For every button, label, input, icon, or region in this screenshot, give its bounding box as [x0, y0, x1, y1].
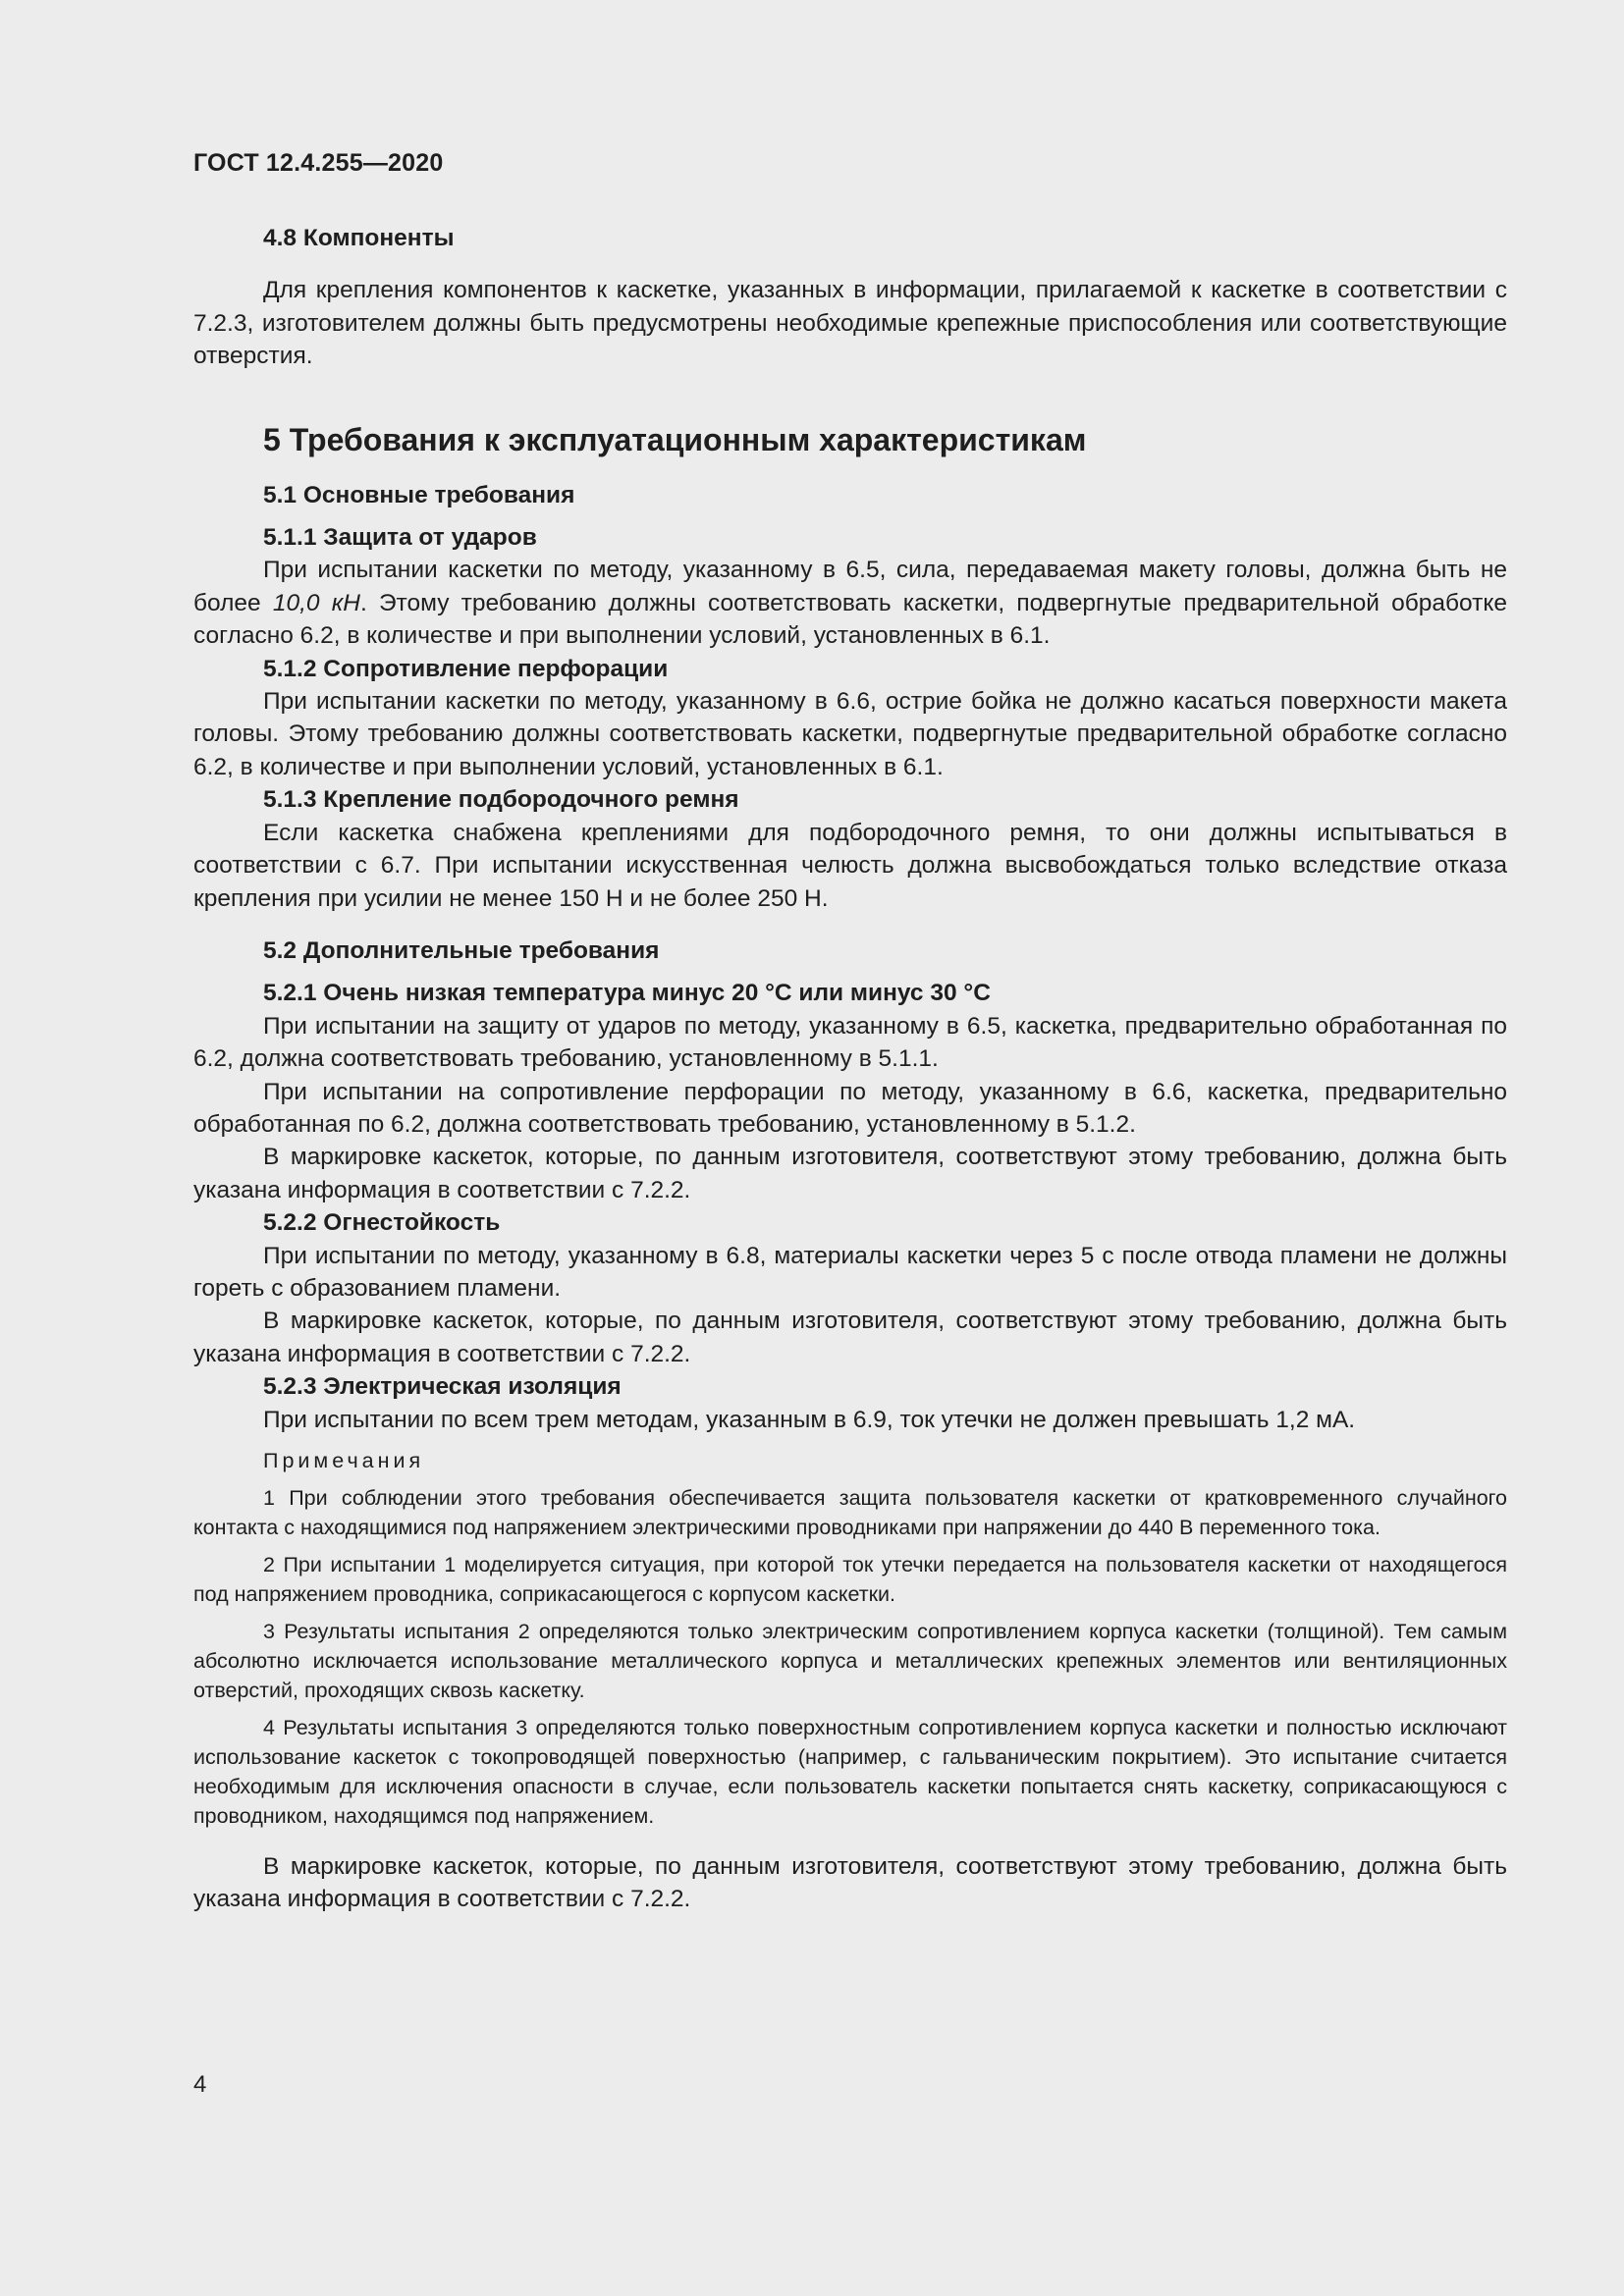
section-5-2-1-para-2: При испытании на сопротивление перфорации по методу, указанному в 6.6, каскетка, предварительно обработанная по 6.2, должна соответствовать требованию, установленному в 5.1.2. — [193, 1078, 1507, 1138]
section-5-2-3-heading: 5.2.3 Электрическая изоляция — [263, 1373, 622, 1401]
section-5-1-1-text — [193, 554, 1507, 652]
section-5-2-3-para-1: При испытании по всем трем методам, указанным в 6.9, ток утечки не должен превышать 1,2 мА. — [263, 1406, 1356, 1433]
page-number: 4 — [193, 2071, 207, 2098]
section-5-1-2-heading: 5.1.2 Сопротивление перфорации — [263, 655, 669, 682]
note-item: 2 При испытании 1 моделируется ситуация, при которой ток утечки передается на пользователя каскетки от находящегося под напряжением проводника, соприкасающегося с корпусом каскетки. — [193, 1553, 1507, 1606]
section-5-1-1-heading: 5.1.1 Защита от ударов — [263, 524, 537, 552]
section-5-2-2-para-2: В маркировке каскеток, которые, по данным изготовителя, соответствуют этому требованию, должна быть указана информация в соответствии с 7.2.2. — [193, 1308, 1507, 1367]
section-5-2-1-heading: 5.2.1 Очень низкая температура минус 20 °С или минус 30 °С — [263, 980, 991, 1007]
section-4-8-text: Для крепления компонентов к каскетке, указанных в информации, прилагаемой к каскетке в соответствии с 7.2.3, изготовителем должны быть предусмотрены необходимые крепежные приспособления или соответствующие отверстия. — [193, 277, 1507, 370]
notes-title: Примечания — [263, 1449, 425, 1472]
section-5-heading: 5 Требования к эксплуатационным характеристикам — [263, 421, 1087, 457]
section-5-1-1-text-after: . Этому требованию должны соответствовать каскетки, подвергнутые предварительной обработке согласно 6.2, в количестве и при выполнении условий, установленных в 6.1. — [193, 589, 1507, 650]
section-5-1-heading: 5.1 Основные требования — [263, 481, 575, 508]
page-content — [193, 222, 1507, 1916]
section-5-2-2-para-1: При испытании по методу, указанному в 6.8, материалы каскетки через 5 с после отвода пламени не должны гореть с образованием пламени. — [193, 1242, 1507, 1302]
section-5-1-2-text: При испытании каскетки по методу, указанному в 6.6, острие бойка не должно касаться поверхности макета головы. Этому требованию должны соответствовать каскетки, подвергнутые предварительной обработке согласно 6.2, в количестве и при выполнении условий, установленных в 6.1. — [193, 688, 1507, 780]
section-5-2-3-para-2: В маркировке каскеток, которые, по данным изготовителя, соответствуют этому требованию, должна быть указана информация в соответствии с 7.2.2. — [193, 1853, 1507, 1913]
section-5-2-1-para-1: При испытании на защиту от ударов по методу, указанному в 6.5, каскетка, предварительно обработанная по 6.2, должна соответствовать требованию, установленному в 5.1.1. — [193, 1012, 1507, 1073]
note-item: 3 Результаты испытания 2 определяются только электрическим сопротивлением корпуса каскетки (толщиной). Тем самым абсолютно исключается использование металлического корпуса и металлических крепежных элементов или вентиляционных отверстий, проходящих сквозь каскетку. — [193, 1620, 1507, 1702]
document-code: ГОСТ 12.4.255—2020 — [193, 149, 444, 177]
note-item: 1 При соблюдении этого требования обеспечивается защита пользователя каскетки от кратковременного случайного контакта с находящимися под напряжением электрическими проводниками при напряжении до 440 В переменного тока. — [193, 1486, 1507, 1539]
section-4-8-heading: 4.8 Компоненты — [263, 225, 455, 251]
note-item: 4 Результаты испытания 3 определяются только поверхностным сопротивлением корпуса каскетки и полностью исключают использование каскеток с токопроводящей поверхностью (например, с гальваническим покрытием). Это испытание считается необходимым для исключения опасности в случае, если пользователь каскетки попытается снять каскетку, соприкасающуюся с проводником, находящимся под напряжением. — [193, 1716, 1507, 1828]
section-5-1-3-text: Если каскетка снабжена креплениями для подбородочного ремня, то они должны испытываться в соответствии с 6.7. При испытании искусственная челюсть должна высвобождаться только вследствие отказа крепления при усилии не менее 150 Н и не более 250 Н. — [193, 819, 1507, 912]
section-5-2-heading: 5.2 Дополнительные требования — [263, 936, 660, 964]
force-limit-value: 10,0 кН — [272, 589, 360, 616]
section-5-2-1-para-3: В маркировке каскеток, которые, по данным изготовителя, соответствуют этому требованию, должна быть указана информация в соответствии с 7.2.2. — [193, 1144, 1507, 1203]
section-5-1-3-heading: 5.1.3 Крепление подбородочного ремня — [263, 786, 739, 814]
section-5-1-1-text-before: При испытании каскетки по методу, указанному в 6.5, сила, передаваемая макету головы, должна быть не более — [193, 557, 1507, 616]
section-5-2-2-heading: 5.2.2 Огнестойкость — [263, 1209, 501, 1237]
